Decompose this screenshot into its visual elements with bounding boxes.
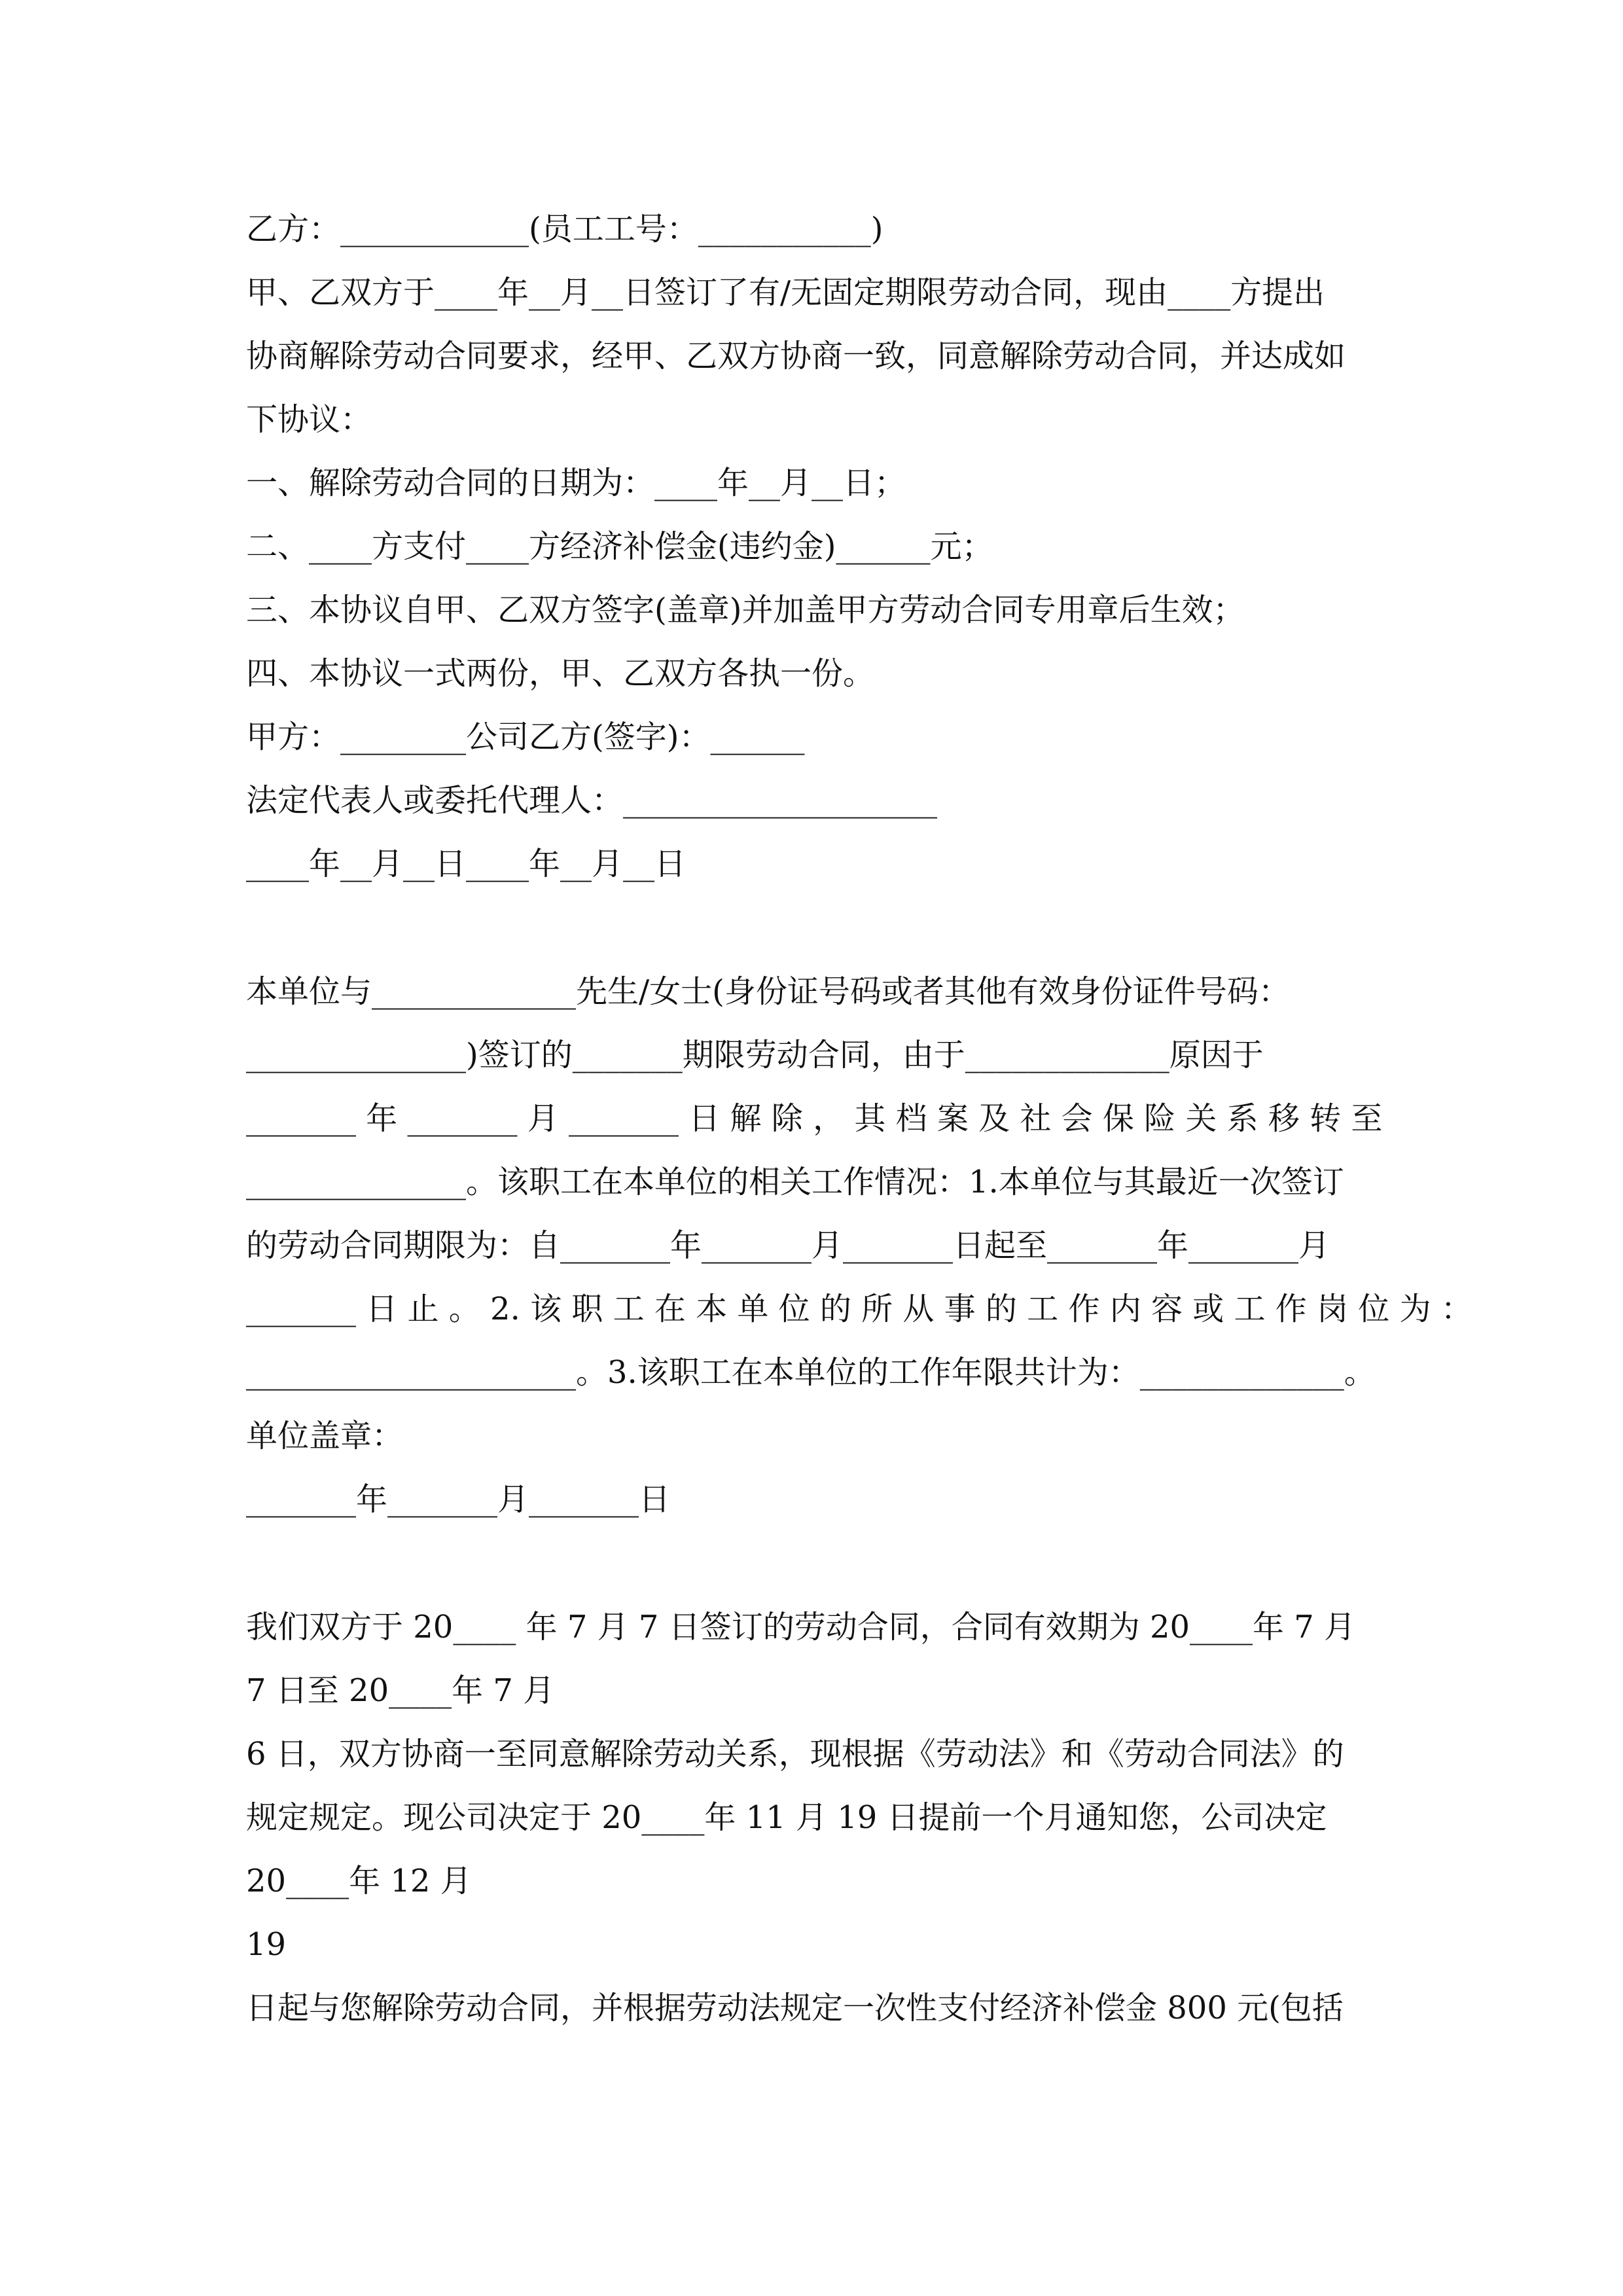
certificate-line-3: _______ 年 _______ 月 _______ 日 解 除 ， 其 档 案 及 社 会 保 险 关 系 移 转 至 [246, 1100, 1383, 1137]
clause-2: 二、____方支付____方经济补偿金(违约金)______元； [246, 528, 993, 565]
signature-party-line: 甲方：________公司乙方(签字)：______ [246, 719, 805, 755]
certificate-line-7: _____________________。3.该职工在本单位的工作年限共计为：_____________。 [246, 1354, 1376, 1391]
unit-seal-date-line: _______年_______月_______日 [246, 1481, 671, 1518]
notice-line-7: 日起与您解除劳动合同，并根据劳动法规定一次性支付经济补偿金 800 元(包括 [246, 1990, 1344, 2026]
notice-line-6: 19 [246, 1926, 287, 1963]
certificate-line-5: 的劳动合同期限为：自_______年_______月_______日起至_______年_______月 [246, 1227, 1330, 1264]
certificate-line-1: 本单位与_____________先生/女士(身份证号码或者其他有效身份证件号码： [246, 973, 1290, 1010]
clause-4: 四、本协议一式两份，甲、乙双方各执一份。 [246, 655, 875, 692]
notice-line-4: 规定规定。现公司决定于 20____年 11 月 19 日提前一个月通知您，公司决定 [246, 1799, 1327, 1836]
agreement-paragraph-line-3: 下协议： [246, 401, 372, 438]
notice-line-2: 7 日至 20____年 7 月 [246, 1672, 555, 1709]
notice-line-5: 20____年 12 月 [246, 1863, 472, 1899]
notice-line-3: 6 日，双方协商一至同意解除劳动关系，现根据《劳动法》和《劳动合同法》的 [246, 1736, 1344, 1772]
certificate-line-6: _______ 日 止 。 2. 该 职 工 在 本 单 位 的 所 从 事 的 工 作 内 容 或 工 作 岗 位 为 ： [246, 1291, 1472, 1327]
certificate-line-2: ______________)签订的_______期限劳动合同，由于_____________原因于 [246, 1037, 1264, 1073]
clause-1: 一、解除劳动合同的日期为：____年__月__日； [246, 465, 906, 501]
agreement-paragraph-line-2: 协商解除劳动合同要求，经甲、乙双方协商一致，同意解除劳动合同，并达成如 [246, 338, 1346, 374]
clause-3: 三、本协议自甲、乙双方签字(盖章)并加盖甲方劳动合同专用章后生效； [246, 592, 1245, 628]
notice-line-1: 我们双方于 20____ 年 7 月 7 日签订的劳动合同，合同有效期为 20____年 7 月 [246, 1609, 1356, 1645]
legal-representative-line: 法定代表人或委托代理人：____________________ [246, 782, 938, 819]
party-b-line: 乙方：____________(员工工号：___________) [246, 211, 883, 247]
certificate-line-4: ______________。该职工在本单位的相关工作情况：1.本单位与其最近一次签订 [246, 1164, 1344, 1200]
unit-seal-label: 单位盖章： [246, 1418, 404, 1454]
agreement-paragraph-line-1: 甲、乙双方于____年__月__日签订了有/无固定期限劳动合同，现由____方提出 [246, 274, 1325, 311]
signature-date-line: ____年__月__日____年__月__日 [246, 846, 687, 882]
